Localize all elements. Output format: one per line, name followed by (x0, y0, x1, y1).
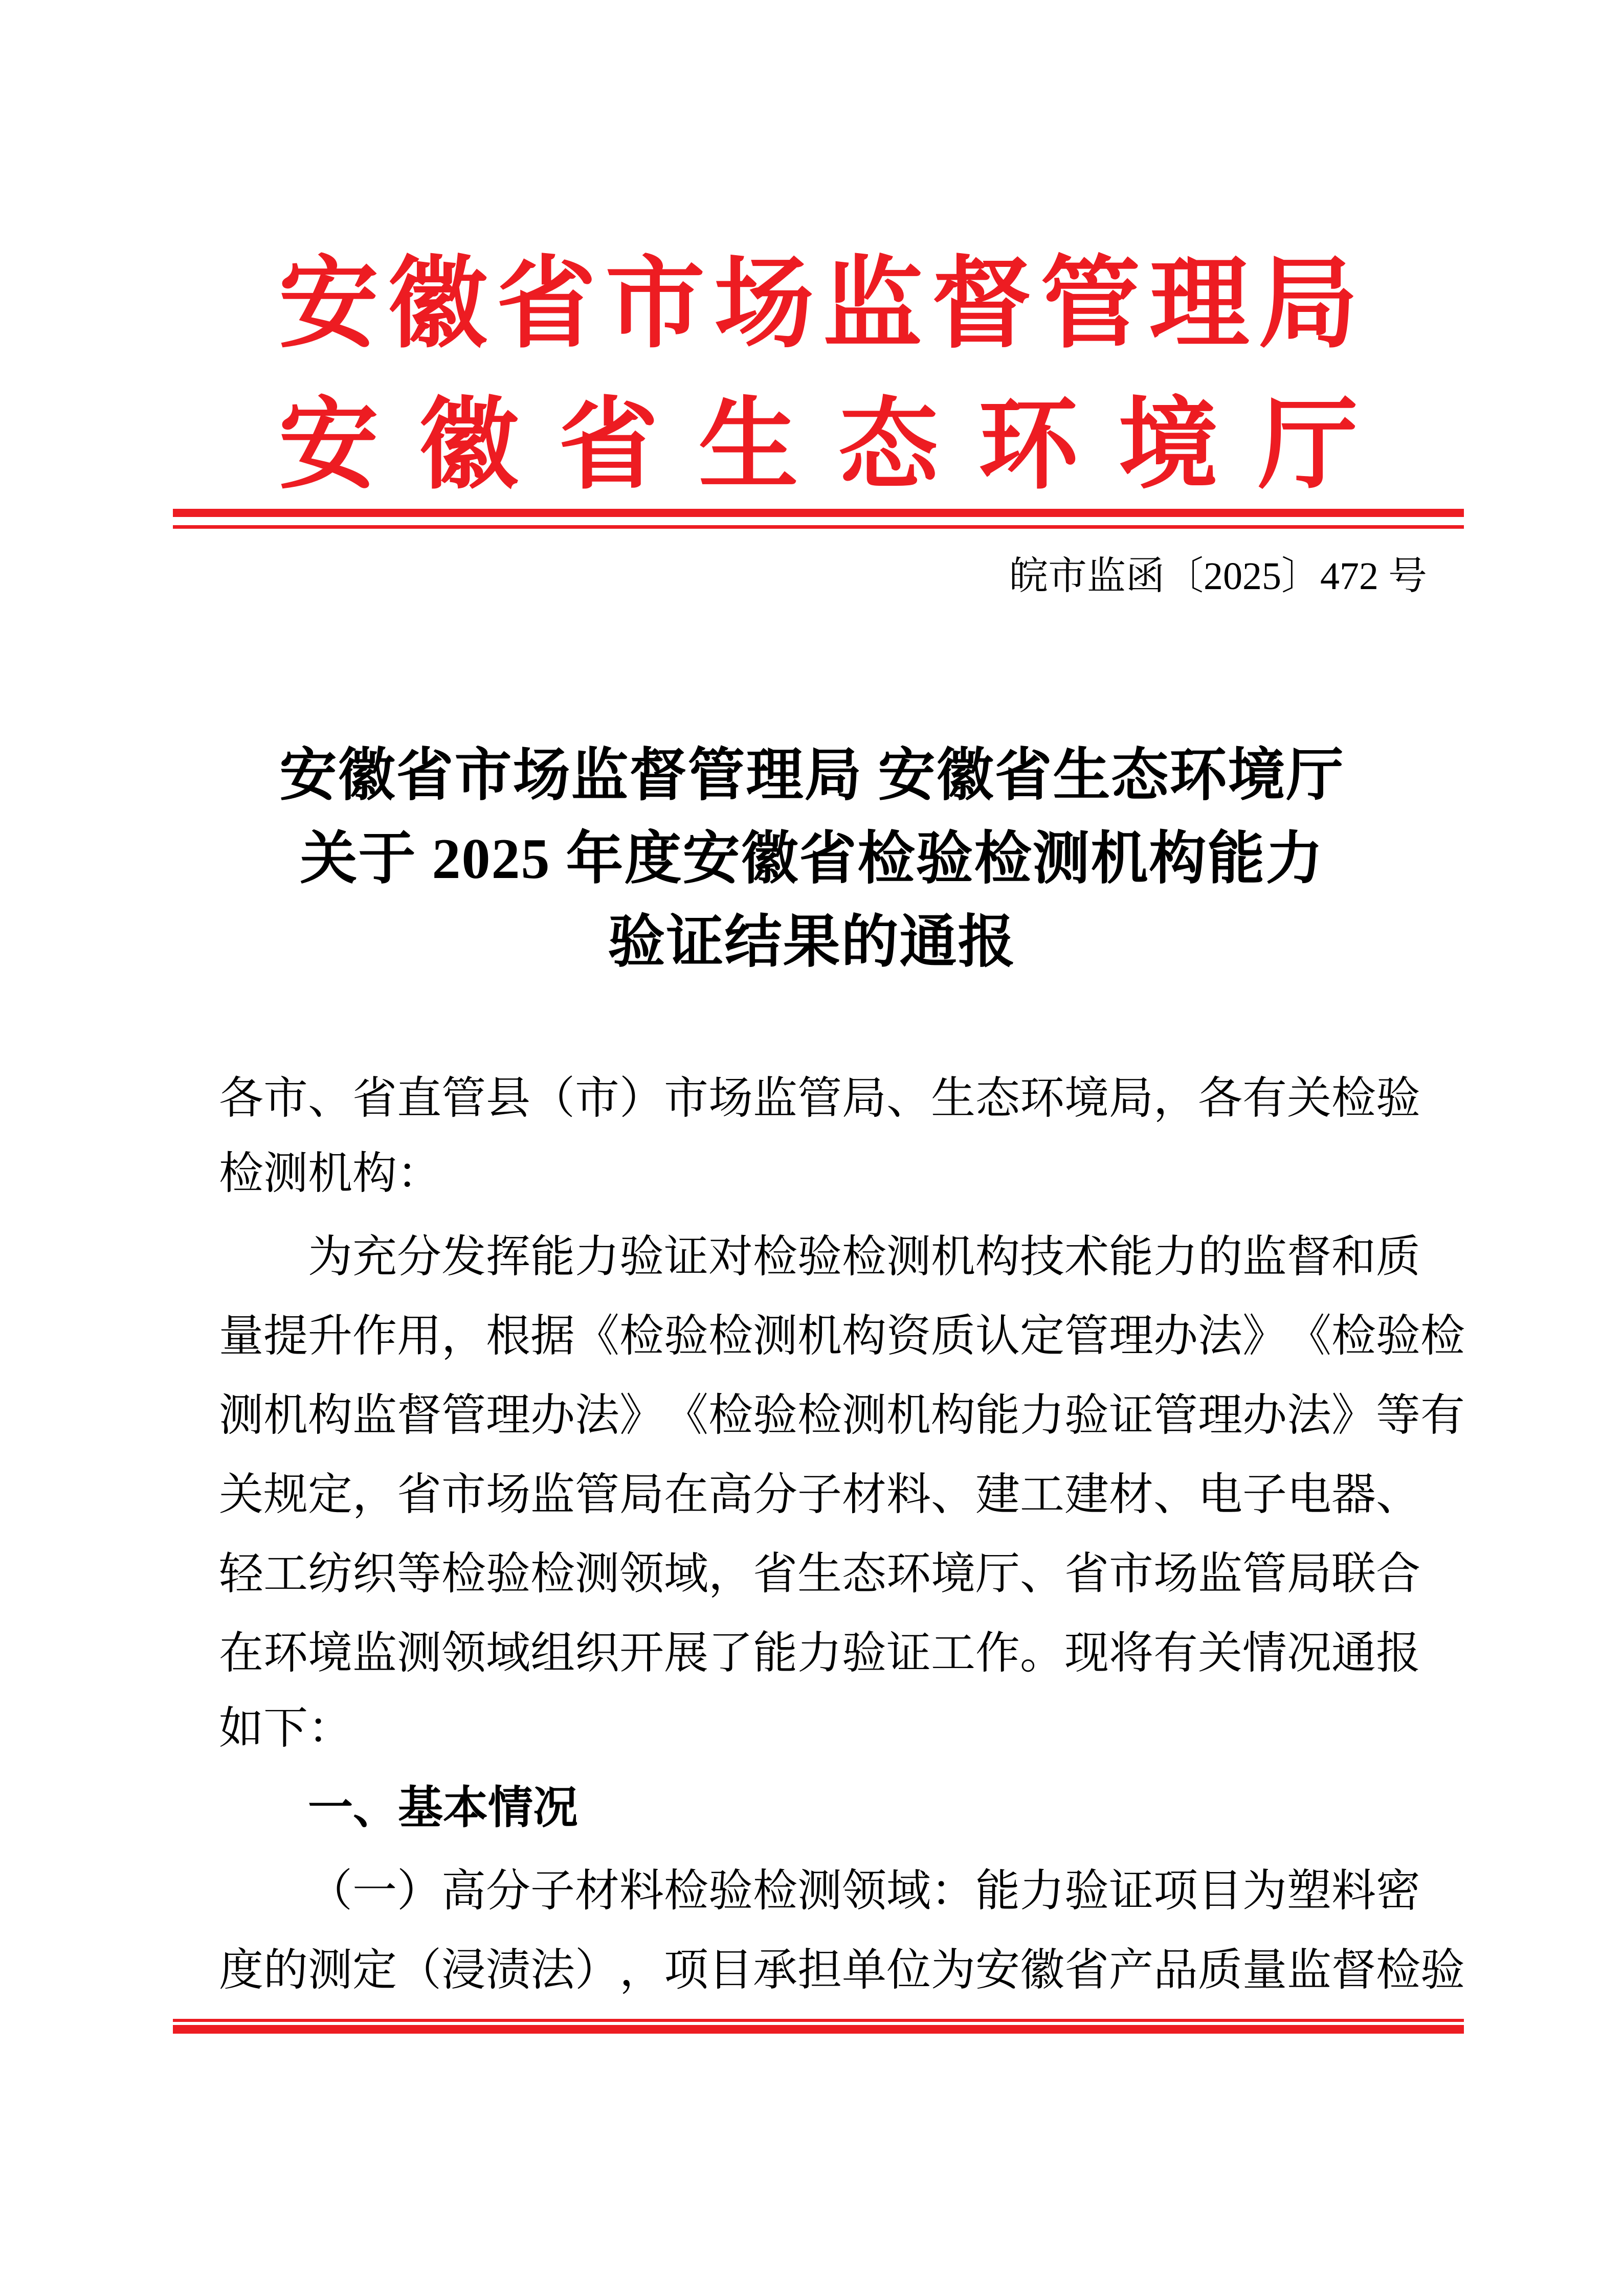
body-line: 度 的 测 定 （ 浸 渍 法 ） ， 项 目 承 担 单 位 为 安 徽 省 产 品 质 量 监 督 检 验 (219, 1945, 1465, 1995)
body-line: （ 一 ） 高 分 子 材 料 检 验 检 测 领 域 ： 能 力 验 证 项 目 为 塑 料 密 (308, 1866, 1420, 1916)
body-line: 测 机 构 监 督 管 理 办 法 》 《 检 验 检 测 机 构 能 力 验 证 管 理 办 法 》 等 有 (219, 1390, 1465, 1440)
body-line: 轻 工 纺 织 等 检 验 检 测 领 域 ， 省 生 态 环 境 厅 、 省 市 场 监 管 局 联 合 (219, 1549, 1420, 1599)
doc-number: 皖市监函〔2025〕472 号 (1009, 555, 1427, 598)
body-line: 如下： (219, 1703, 352, 1753)
org-name-line-1: 安 徽 省 市 场 监 督 管 理 局 (279, 250, 1358, 360)
org-name-line-2: 安 徽 省 生 态 环 境 厅 (279, 391, 1358, 501)
body-line: 关 规 定 ， 省 市 场 监 管 局 在 高 分 子 材 料 、 建 工 建 材 、 电 子 电 器 、 (219, 1470, 1420, 1519)
document-title-line-3: 验证结果的通报 (608, 911, 1016, 974)
document-title (0, 734, 1624, 984)
body-line: 检测机构： (219, 1149, 441, 1198)
section-heading: 一、基本情况 (308, 1782, 579, 1833)
separator-top-thick (173, 509, 1464, 517)
document-title-line-2: 关于 2025 年度安徽省检验检测机构能力 (300, 827, 1324, 891)
body-line: 为 充 分 发 挥 能 力 验 证 对 检 验 检 测 机 构 技 术 能 力 的 监 督 和 质 (308, 1232, 1420, 1281)
body-line: 量 提 升 作 用 ， 根 据 《 检 验 检 测 机 构 资 质 认 定 管 理 办 法 》 《 检 验 检 (219, 1311, 1465, 1361)
body-line: 各 市 、 省 直 管 县 （ 市 ） 市 场 监 管 局 、 生 态 环 境 局 ， 各 有 关 检 验 (219, 1073, 1420, 1123)
body-line: 在 环 境 监 测 领 域 组 织 开 展 了 能 力 验 证 工 作 。 现 将 有 关 情 况 通 报 (219, 1628, 1420, 1678)
separator-bottom-thick (173, 2025, 1464, 2034)
body-text (219, 1054, 1465, 2006)
separator-bottom-thin (173, 2019, 1464, 2022)
separator-top-thin (173, 525, 1464, 529)
document-title-line-1: 安徽省市场监督管理局 安徽省生态环境厅 (279, 744, 1345, 807)
